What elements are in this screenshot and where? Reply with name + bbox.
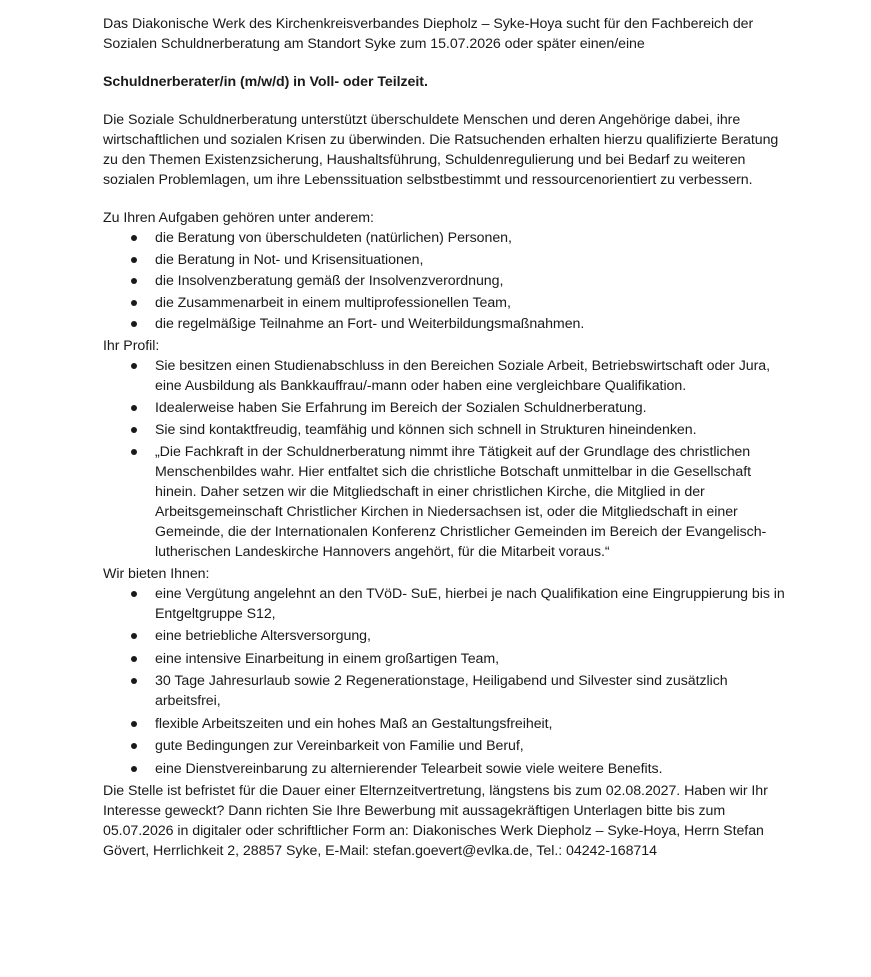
intro-paragraph: Das Diakonische Werk des Kirchenkreisverbandes Diepholz – Syke-Hoya sucht für den Fachbereich der Sozialen Schuldnerberatung am Standort Syke zum 15.07.2026 oder später einen/eine	[103, 16, 754, 52]
list-item	[103, 626, 793, 646]
list-item	[103, 584, 793, 624]
list-item	[103, 714, 793, 734]
bullet-icon	[131, 235, 137, 241]
list-item	[103, 671, 793, 711]
list-item	[103, 442, 793, 562]
bullet-icon	[131, 766, 137, 772]
bullet-icon	[131, 363, 137, 369]
list-item	[103, 271, 793, 291]
list-item	[103, 420, 793, 440]
list-item-text: die Zusammenarbeit in einem multiprofessionellen Team,	[155, 294, 511, 311]
list-item-text: Idealerweise haben Sie Erfahrung im Bereich der Sozialen Schuldnerberatung.	[155, 399, 647, 416]
list-item-text: gute Bedingungen zur Vereinbarkeit von Familie und Beruf,	[155, 738, 524, 754]
bullet-icon	[131, 427, 137, 433]
list-item-text: die Insolvenzberatung gemäß der Insolvenzverordnung,	[155, 273, 504, 289]
list-item-text: eine betriebliche Altersversorgung,	[155, 628, 371, 644]
closing-paragraph: Die Stelle ist befristet für die Dauer einer Elternzeitvertretung, längstens bis zum 02.08.2027. Haben wir Ihr Interesse geweckt? Dann richten Sie Ihre Bewerbung mit aussagekräftigen Unterlagen bitte bis zum 05.07.2026 in digitaler oder schriftlicher Form an: Diakonisches Werk Diepholz – Syke-Hoya, Herrn Stefan Gövert, Herrlichkeit 2, 28857 Syke, E-Mail: stefan.goevert@evlka.de, Tel.: 04242-168714	[103, 783, 768, 859]
list-item	[103, 228, 793, 248]
bullet-icon	[131, 278, 137, 284]
bullet-icon	[131, 743, 137, 749]
list-item-text: die Beratung in Not- und Krisensituationen,	[155, 251, 424, 268]
tasks-list	[103, 228, 793, 334]
list-item-text: Sie besitzen einen Studienabschluss in den Bereichen Soziale Arbeit, Betriebswirtschaft oder Jura, eine Ausbildung als Bankkauffrau/-mann oder haben eine vergleichbare Qualifikation.	[155, 357, 770, 394]
list-item-text: 30 Tage Jahresurlaub sowie 2 Regenerationstage, Heiligabend und Silvester sind zusätzlich arbeitsfrei,	[155, 673, 728, 709]
list-item	[103, 649, 793, 669]
list-item	[103, 759, 793, 779]
tasks-heading: Zu Ihren Aufgaben gehören unter anderem:	[103, 210, 374, 226]
bullet-icon	[131, 591, 137, 597]
profile-heading: Ihr Profil:	[103, 337, 160, 354]
job-posting-document	[103, 14, 793, 861]
bullet-icon	[131, 321, 137, 327]
bullet-icon	[131, 300, 137, 306]
list-item-text: die Beratung von überschuldeten (natürlichen) Personen,	[155, 230, 512, 246]
list-item-text: Sie sind kontaktfreudig, teamfähig und können sich schnell in Strukturen hineindenken.	[155, 421, 697, 438]
list-item-text: eine Vergütung angelehnt an den TVöD- SuE, hierbei je nach Qualifikation eine Eingruppierung bis in Entgeltgruppe S12,	[155, 585, 785, 622]
list-item	[103, 293, 793, 313]
bullet-icon	[131, 257, 137, 263]
job-title: Schuldnerberater/in (m/w/d) in Voll- oder Teilzeit.	[103, 74, 428, 90]
description-paragraph: Die Soziale Schuldnerberatung unterstützt überschuldete Menschen und deren Angehörige dabei, ihre wirtschaftlichen und sozialen Krisen zu überwinden. Die Ratsuchenden erhalten hierzu qualifizierte Beratung zu den Themen Existenzsicherung, Haushaltsführung, Schuldenregulierung und bei Bedarf zu weiteren sozialen Problemlagen, um ihre Lebenssituation selbstbestimmt und ressourcenorientiert zu verbessern.	[103, 112, 779, 188]
list-item-text: eine intensive Einarbeitung in einem großartigen Team,	[155, 650, 500, 667]
list-item-text: flexible Arbeitszeiten und ein hohes Maß an Gestaltungsfreiheit,	[155, 715, 553, 732]
offer-list	[103, 584, 793, 779]
list-item	[103, 736, 793, 756]
list-item-text: die regelmäßige Teilnahme an Fort- und Weiterbildungsmaßnahmen.	[155, 316, 585, 332]
bullet-icon	[131, 721, 137, 727]
list-item	[103, 314, 793, 334]
list-item	[103, 398, 793, 418]
offer-heading: Wir bieten Ihnen:	[103, 565, 210, 582]
bullet-icon	[131, 678, 137, 684]
profile-list	[103, 356, 793, 562]
bullet-icon	[131, 656, 137, 662]
bullet-icon	[131, 633, 137, 639]
list-item	[103, 356, 793, 396]
bullet-icon	[131, 449, 137, 455]
bullet-icon	[131, 405, 137, 411]
list-item-text: eine Dienstvereinbarung zu alternierender Telearbeit sowie viele weitere Benefits.	[155, 760, 663, 777]
list-item	[103, 250, 793, 270]
list-item-text: „Die Fachkraft in der Schuldnerberatung nimmt ihre Tätigkeit auf der Grundlage des christlichen Menschenbildes wahr. Hier entfaltet sich die christliche Botschaft unmittelbar in die Gesellschaft hinein. Daher setzen wir die Mitgliedschaft in einer christlichen Kirche, die Mitglied in der Arbeitsgemeinschaft Christlicher Kirchen in Niedersachsen ist, oder die Mitgliedschaft in einer Gemeinde, die der Internationalen Konferenz Christlicher Gemeinden im Bereich der Evangelisch-lutherischen Landeskirche Hannovers angehört, für die Mitarbeit voraus.“	[155, 443, 767, 560]
